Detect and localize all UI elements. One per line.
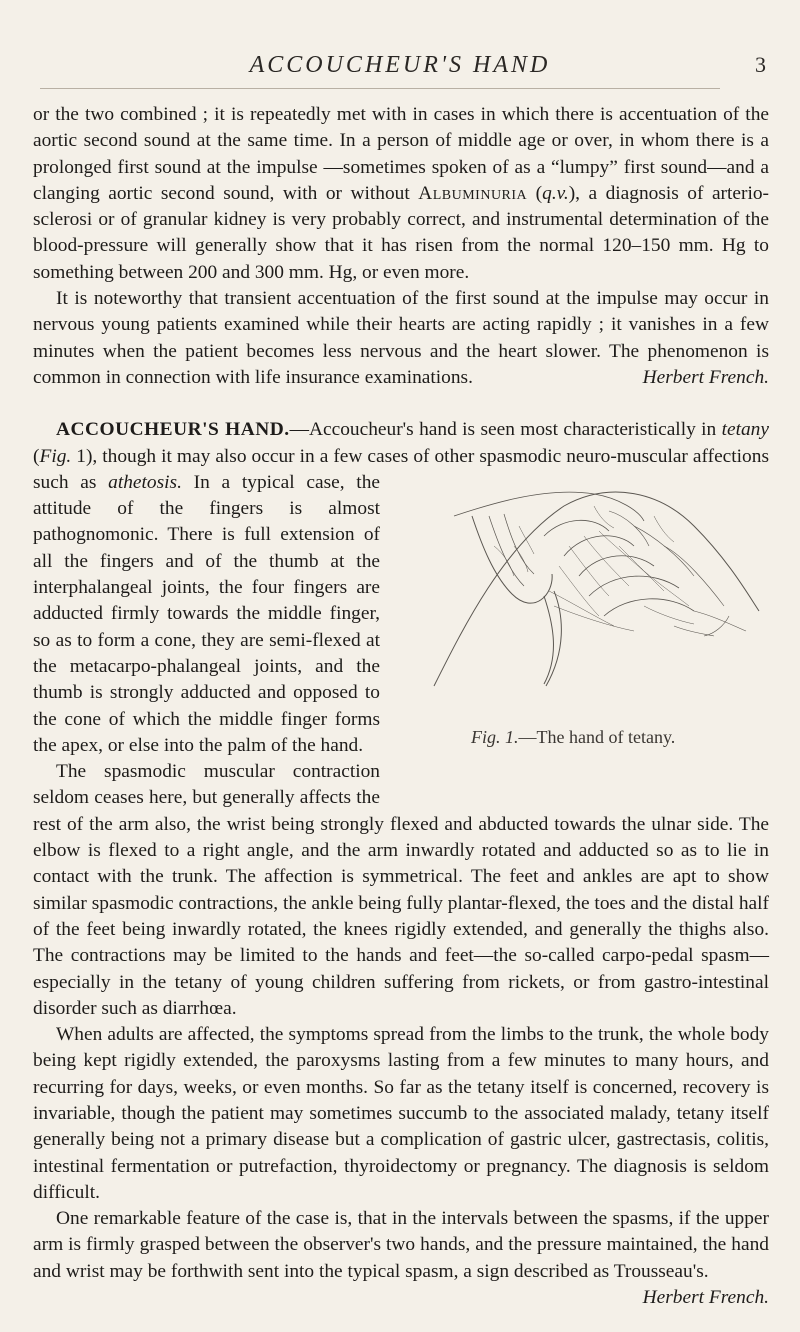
text-run: In a typical case, the attitude of the fingers is almost pathognomonic. There is full extension of all the fingers and of the thumb at the interphalangeal joints, the four fingers are adducted firmly towards the middle finger, so as to form a cone, they are semi-flexed at the metacarpo-phalangeal joints, and the thumb is strongly adducted and opposed to the cone of which the middle finger forms the apex, or else into the palm of the hand.: [33, 471, 380, 756]
text-run: (: [527, 182, 543, 204]
thumb-outline: [472, 516, 552, 603]
cross-reference: Albuminuria: [418, 182, 528, 204]
italic-term: athetosis.: [108, 471, 182, 493]
text-run: It is noteworthy that transient accentuation of the first sound at the impulse may occur in nervous young patients examined while their hearts are acting rapidly ; it vanishes in a few minutes when the patient becomes less nervous and the heart slower. The phenomenon is common in connection with life insurance examinations.: [33, 288, 769, 388]
figure-label: Fig. 1.: [471, 726, 519, 747]
text-run: —Accoucheur's hand is seen most characteristically in: [289, 419, 722, 441]
continuation-paragraph: [33, 102, 769, 286]
entry-paragraph: The spasmodic muscular contraction seldom ceases here, but generally affects the rest of the arm also, the wrist being strongly flexed and abducted towards the ulnar side. The elbow is flexed to a right angle, and the arm inwardly rotated and adducted so as to lie in contact with the trunk. The affection is symmetrical. The feet and ankles are apt to show similar spasmodic contractions, the ankle being fully plantar-flexed, the toes and the distal half of the feet being inwardly rotated, the knees rigidly extended, and generally the thighs also. The contractions may be limited to the hands and feet—the so-called carpo-pedal spasm—especially in the tetany of young children suffering from rickets, or from gastro-intestinal disorder such as diarrhœa.: [33, 761, 769, 1019]
text-run: (: [33, 445, 40, 467]
text-run: or the two combined ; it is repeatedly met with in cases in which there is accentuation of the aortic second sound at the same time. In a person of middle age or over, in whom there is a prolonged first sound at the impulse —sometimes spoken of as a “lumpy” first sound—and a clanging aortic second sound, with or without: [33, 104, 769, 204]
italic-term: tetany: [721, 419, 769, 441]
tetany-hand-illustration: [394, 476, 769, 716]
text-run: ), a diagnosis of arterio-sclerosi or of granular kidney is very probably correct, and instrumental determination of the blood-pressure will generally show that it has risen from the normal 120–150 mm. Hg to something between 200 and 300 mm. Hg, or even more.: [33, 182, 770, 283]
entry-intro-paragraph: [33, 417, 769, 759]
entry-paragraph-final: [33, 1206, 769, 1309]
running-title: ACCOUCHEUR'S HAND: [249, 52, 551, 78]
page-number: 3: [755, 52, 766, 77]
body-text: [33, 102, 769, 1311]
entry-headword: ACCOUCHEUR'S HAND.: [56, 419, 290, 441]
text-run: One remarkable feature of the case is, that in the intervals between the spasms, if the upper arm is firmly grasped between the observer's two hands, and the pressure maintained, the hand and wrist may be forthwith sent into the typical spasm, a sign described as Trousseau's.: [33, 1208, 769, 1282]
header-rule: [40, 88, 720, 89]
note-paragraph: [33, 286, 769, 391]
figure-reference: Fig.: [39, 445, 72, 467]
author-signature: Herbert French.: [642, 1287, 769, 1309]
author-signature: Herbert French.: [642, 366, 769, 388]
figure: [394, 476, 769, 802]
qv-abbrev: q.v.: [542, 182, 569, 204]
figure-caption: [448, 724, 675, 750]
figure-caption-text: —The hand of tetany.: [518, 726, 676, 747]
entry-paragraph: When adults are affected, the symptoms spread from the limbs to the trunk, the whole body being kept rigidly extended, the paroxysms lasting from a few minutes to many hours, and recurring for days, weeks, or even months. So far as the tetany itself is concerned, recovery is invariable, though the patient may sometimes succumb to the associated malady, tetany itself generally being not a primary disease but a complication of gastric ulcer, gastrectasis, colitis, intestinal fermentation or putrefaction, thyroidectomy or pregnancy. The diagnosis is seldom difficult.: [33, 1024, 769, 1203]
running-head: [0, 52, 800, 79]
text-run: 1), though it may also occur in a few cases of other spasmodic neuro-muscular affections such as: [33, 445, 769, 493]
